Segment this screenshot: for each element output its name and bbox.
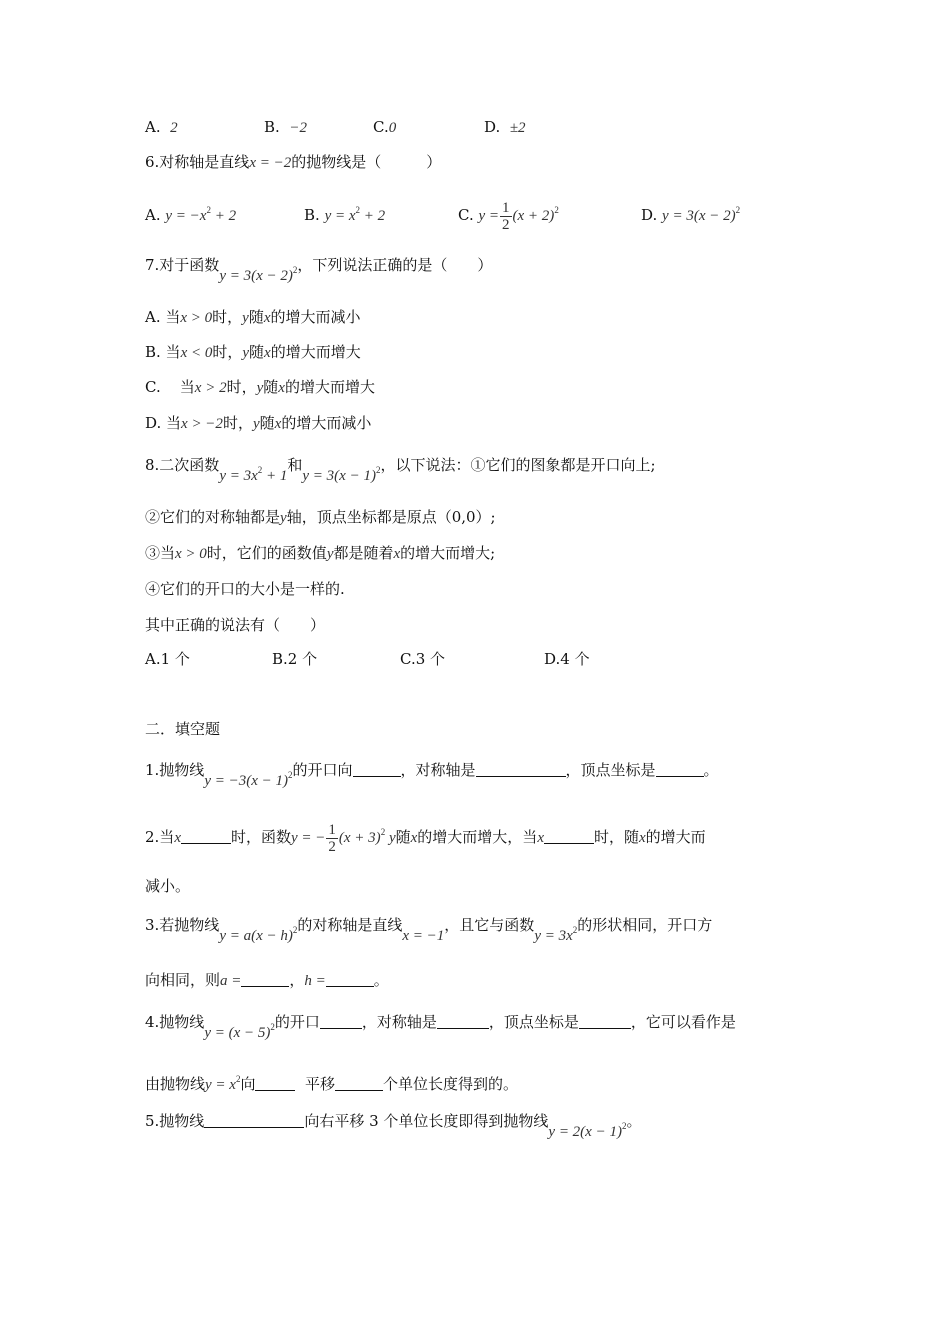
- q6-stem: 6.对称轴是直线x = −2的抛物线是（ ）: [145, 153, 442, 171]
- q6-option-d: D. $y = 3(x - 2)^2$: [641, 205, 741, 224]
- blank[interactable]: [656, 762, 704, 777]
- q5-option-c: C.0: [373, 118, 397, 136]
- fill-3: 3.若抛物线$y = a(x - h)^2$的对称轴是直线x = −1，且它与函数$y = 3x^2$的形状相同，开口方: [145, 916, 713, 944]
- q8-statement-4: ④它们的开口的大小是一样的.: [145, 580, 345, 598]
- q5-option-b: B. −2: [264, 118, 307, 136]
- blank[interactable]: [579, 1014, 631, 1029]
- q7-stem: 7.对于函数$y = 3(x - 2)^2$，下列说法正确的是（ ）: [145, 256, 493, 284]
- q5-option-d: D. ±2: [484, 118, 526, 136]
- q6-option-a: A. $y = -x^2 + 2$: [145, 205, 237, 224]
- blank[interactable]: [255, 1076, 295, 1091]
- fill-3-cont: 向相同，则a = ，h = 。: [145, 971, 389, 989]
- blank[interactable]: [437, 1014, 489, 1029]
- q7-option-b: B. 当x < 0时，y随x的增大而增大: [145, 343, 361, 361]
- q7-option-d: D. 当x > −2时，y随x的增大而减小: [145, 414, 372, 432]
- blank[interactable]: [204, 1113, 304, 1128]
- q5-option-a: A. 2: [145, 118, 178, 136]
- fill-1: 1.抛物线$y = -3(x - 1)^2$的开口向 ，对称轴是 ，顶点坐标是 。: [145, 761, 719, 789]
- blank[interactable]: [241, 972, 289, 987]
- q8-ask: 其中正确的说法有（ ）: [145, 616, 326, 634]
- fill-4: 4.抛物线$y = (x - 5)^2$的开口 ，对称轴是 ，顶点坐标是 ，它可以看作是: [145, 1013, 736, 1041]
- blank[interactable]: [476, 762, 566, 777]
- blank[interactable]: [335, 1076, 383, 1091]
- fill-4-cont: 由抛物线$y = x^2$向 平移 个单位长度得到的。: [145, 1074, 519, 1093]
- fill-2: 2.当x 时，函数y = − $\frac{1}{2}$ $(x + 3)^2$ y随x的增大而增大，当x 时，随x的增大而: [145, 822, 706, 856]
- q6-option-b: B. $y = x^2 + 2$: [304, 205, 386, 224]
- blank[interactable]: [181, 829, 231, 844]
- q7-option-c: C. 当x > 2时，y随x的增大而增大: [145, 378, 375, 396]
- q8-option-c: C.3 个: [400, 650, 446, 668]
- q8-statement-2: ②它们的对称轴都是y轴，顶点坐标都是原点（0,0）;: [145, 508, 496, 526]
- q8-option-a: A.1 个: [145, 650, 190, 668]
- blank[interactable]: [326, 972, 374, 987]
- q7-option-a: A. 当x > 0时，y随x的增大而减小: [145, 308, 361, 326]
- q8-statement-3: ③当x > 0时，它们的函数值y都是随着x的增大而增大;: [145, 544, 496, 562]
- fill-2-cont: 减小。: [145, 877, 191, 895]
- section-title-fill-in: 二．填空题: [145, 720, 221, 738]
- q8-stem: 8.二次函数$y = 3x^2 + 1$和$y = 3(x - 1)^2$，以下说法：①它们的图象都是开口向上;: [145, 456, 656, 484]
- q8-option-b: B.2 个: [272, 650, 318, 668]
- blank[interactable]: [320, 1014, 362, 1029]
- q8-option-d: D.4 个: [544, 650, 590, 668]
- q6-option-c: C. y = $\frac{1}{2}$ $(x + 2)^2$: [458, 200, 559, 234]
- blank[interactable]: [353, 762, 401, 777]
- fill-5: 5.抛物线 向右平移 3 个单位长度即得到抛物线$y = 2(x - 1)^2$。: [145, 1112, 642, 1140]
- blank[interactable]: [544, 829, 594, 844]
